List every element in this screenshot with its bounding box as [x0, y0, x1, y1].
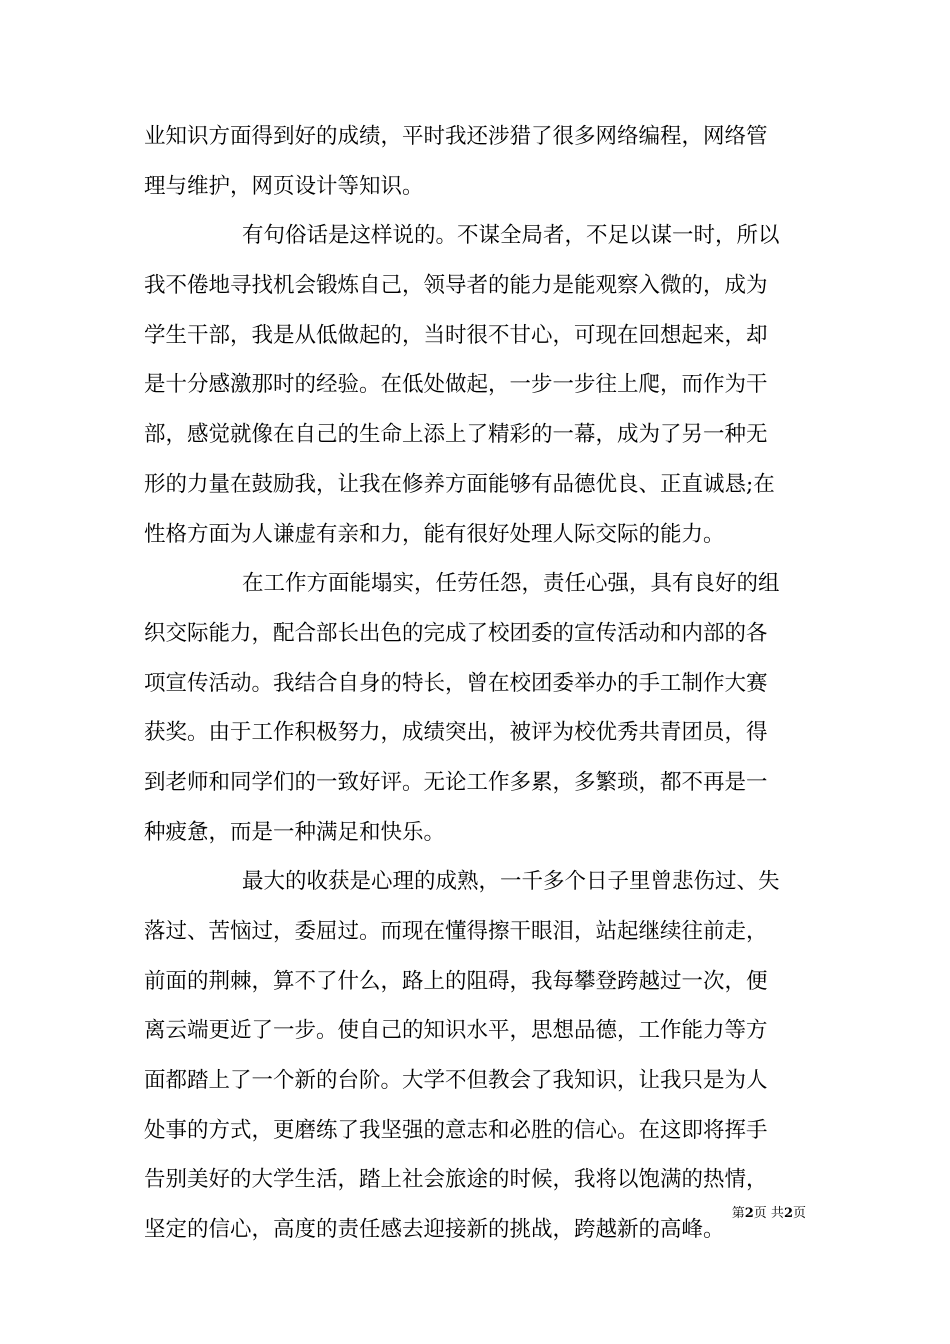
text-line: 在工作方面能塌实，任劳任怨，责任心强，具有良好的组: [242, 571, 780, 597]
page-footer: [732, 1205, 806, 1223]
text-line: 我不倦地寻找机会锻炼自己，领导者的能力是能观察入微的，成为: [144, 273, 768, 299]
paragraph: [144, 211, 806, 559]
body-text: [144, 112, 806, 1255]
text-line: 到老师和同学们的一致好评。无论工作多累，多繁琐，都不再是一: [144, 769, 768, 795]
text-line: 是十分感激那时的经验。在低处做起，一步一步往上爬，而作为干: [144, 372, 768, 398]
text-line: 落过、苦恼过，委屈过。而现在懂得擦干眼泪，站起继续往前走，: [144, 919, 768, 944]
paragraph: [144, 857, 806, 1255]
text-line: 织交际能力，配合部长出色的完成了校团委的宣传活动和内部的各: [144, 620, 768, 646]
footer-suffix: 页: [792, 1206, 806, 1221]
text-line: 理与维护，网页设计等知识。: [144, 173, 424, 199]
text-line: 前面的荆棘，算不了什么，路上的阻碍，我每攀登跨越过一次，便: [144, 968, 768, 994]
paragraph: [144, 112, 806, 211]
text-line: 性格方面为人谦虚有亲和力，能有很好处理人际交际的能力。: [144, 521, 725, 547]
text-line: 坚定的信心，高度的责任感去迎接新的挑战，跨越新的高峰。: [144, 1217, 725, 1243]
text-line: 项宣传活动。我结合自身的特长，曾在校团委举办的手工制作大赛: [144, 670, 768, 696]
text-line: 面都踏上了一个新的台阶。大学不但教会了我知识，让我只是为人: [144, 1068, 768, 1094]
text-line: 部，感觉就像在自己的生命上添上了精彩的一幕，成为了另一种无: [144, 422, 768, 448]
text-line: 学生干部，我是从低做起的，当时很不甘心，可现在回想起来，却: [144, 322, 768, 348]
text-line: 告别美好的大学生活，踏上社会旅途的时候，我将以饱满的热情，: [144, 1167, 768, 1193]
text-line: 获奖。由于工作积极努力，成绩突出，被评为校优秀共青团员，得: [144, 720, 768, 746]
paragraph: [144, 559, 806, 857]
text-line: 形的力量在鼓励我，让我在修养方面能够有品德优良、正直诚恳;在: [144, 471, 775, 497]
footer-current-page: 2: [744, 1206, 754, 1221]
text-line: 最大的收获是心理的成熟，一千多个日子里曾悲伤过、失: [242, 869, 780, 895]
footer-middle: 页 共: [753, 1206, 784, 1221]
text-line: 有句俗话是这样说的。不谋全局者，不足以谋一时，所以: [242, 223, 780, 249]
footer-total-pages: 2: [783, 1206, 793, 1221]
footer-prefix: 第: [731, 1206, 745, 1221]
text-line: 种疲惫，而是一种满足和快乐。: [144, 819, 446, 845]
text-line: 业知识方面得到好的成绩，平时我还涉猎了很多网络编程，网络管: [144, 124, 768, 149]
text-line: 离云端更近了一步。使自己的知识水平，思想品德，工作能力等方: [144, 1018, 768, 1044]
text-line: 处事的方式，更磨练了我坚强的意志和必胜的信心。在这即将挥手: [144, 1117, 768, 1143]
